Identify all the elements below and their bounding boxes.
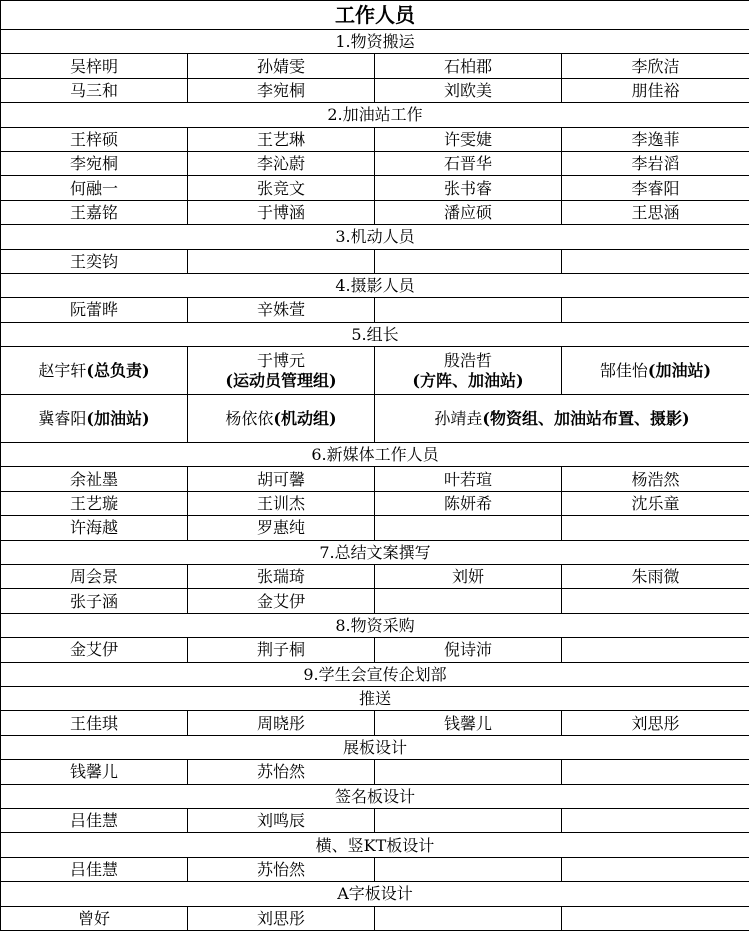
name-cell[interactable]: 吴梓明 (1, 54, 188, 78)
name-cell[interactable]: 荆子桐 (188, 638, 375, 662)
name-cell[interactable]: 于博涵 (188, 200, 375, 224)
empty-cell[interactable] (375, 906, 562, 930)
table-row (1, 516, 749, 540)
table-row (1, 151, 749, 175)
name-cell[interactable]: 刘思彤 (188, 906, 375, 930)
name-cell[interactable]: 张子涵 (1, 589, 188, 613)
subsection-header-a-board[interactable]: A字板设计 (1, 882, 749, 906)
leader-role: (方阵、加油站) (412, 370, 524, 390)
name-cell[interactable]: 王艺琳 (188, 127, 375, 151)
empty-cell[interactable] (375, 516, 562, 540)
table-row (1, 347, 749, 395)
empty-cell[interactable] (375, 808, 562, 832)
table-row (1, 589, 749, 613)
sheet-title[interactable]: 工作人员 (1, 1, 749, 30)
name-cell[interactable]: 李欣洁 (562, 54, 749, 78)
name-cell[interactable]: 李逸菲 (562, 127, 749, 151)
name-cell[interactable]: 王佳琪 (1, 711, 188, 735)
subsection-header-kt-board[interactable]: 横、竖KT板设计 (1, 833, 749, 857)
name-cell[interactable]: 张书睿 (375, 176, 562, 200)
name-cell[interactable]: 罗惠纯 (188, 516, 375, 540)
subsection-header-sign-board[interactable]: 签名板设计 (1, 784, 749, 808)
name-cell[interactable]: 石柏郡 (375, 54, 562, 78)
leader-name: 孙靖垚 (434, 409, 483, 429)
leader-name: 于博元 (256, 350, 305, 370)
empty-cell[interactable] (562, 760, 749, 784)
leader-role: (运动员管理组) (225, 370, 337, 390)
empty-cell[interactable] (375, 857, 562, 881)
name-cell[interactable]: 许海越 (1, 516, 188, 540)
name-cell[interactable]: 王艺璇 (1, 491, 188, 515)
empty-cell[interactable] (562, 638, 749, 662)
section-header-summary-writing[interactable]: 7.总结文案撰写 (1, 540, 749, 564)
table-row (1, 906, 749, 930)
name-cell[interactable]: 马三和 (1, 78, 188, 102)
leader-cell[interactable] (375, 395, 749, 443)
empty-cell[interactable] (562, 808, 749, 832)
name-cell[interactable]: 王嘉铭 (1, 200, 188, 224)
section-header-material-handling[interactable]: 1.物资搬运 (1, 30, 749, 54)
name-cell[interactable]: 曾好 (1, 906, 188, 930)
name-cell[interactable]: 何融一 (1, 176, 188, 200)
table-row (1, 467, 749, 491)
name-cell[interactable]: 钱馨儿 (1, 760, 188, 784)
empty-cell[interactable] (562, 516, 749, 540)
section-header-new-media[interactable]: 6.新媒体工作人员 (1, 443, 749, 467)
name-cell[interactable]: 李宛桐 (188, 78, 375, 102)
name-cell[interactable]: 叶若瑄 (375, 467, 562, 491)
name-cell[interactable]: 王梓硕 (1, 127, 188, 151)
name-cell[interactable]: 朱雨微 (562, 565, 749, 589)
leader-name: 郜佳怡 (599, 361, 648, 381)
table-row (1, 298, 749, 322)
leader-name: 冀睿阳 (38, 409, 87, 429)
table-row (1, 491, 749, 515)
name-cell[interactable]: 刘欧美 (375, 78, 562, 102)
name-cell[interactable]: 王训杰 (188, 491, 375, 515)
table-row (1, 249, 749, 273)
name-cell[interactable]: 王思涵 (562, 200, 749, 224)
name-cell[interactable]: 辛姝萱 (188, 298, 375, 322)
name-cell[interactable]: 苏怡然 (188, 857, 375, 881)
name-cell[interactable]: 倪诗沛 (375, 638, 562, 662)
leader-name: 殷浩哲 (443, 350, 492, 370)
name-cell[interactable]: 吕佳慧 (1, 857, 188, 881)
empty-cell[interactable] (562, 249, 749, 273)
section-header-procurement[interactable]: 8.物资采购 (1, 613, 749, 637)
name-cell[interactable]: 沈乐童 (562, 491, 749, 515)
name-cell[interactable]: 王奕钧 (1, 249, 188, 273)
name-cell[interactable]: 陈妍希 (375, 491, 562, 515)
leader-cell[interactable] (375, 347, 562, 395)
empty-cell[interactable] (188, 249, 375, 273)
table-row (1, 176, 749, 200)
table-row (1, 54, 749, 78)
section-header-photography[interactable]: 4.摄影人员 (1, 273, 749, 297)
empty-cell[interactable] (562, 589, 749, 613)
name-cell[interactable]: 钱馨儿 (375, 711, 562, 735)
section-header-publicity-dept[interactable]: 9.学生会宣传企划部 (1, 662, 749, 686)
name-cell[interactable]: 李宛桐 (1, 151, 188, 175)
table-row (1, 638, 749, 662)
name-cell[interactable]: 朋佳裕 (562, 78, 749, 102)
table-row (1, 565, 749, 589)
leader-role: (总负责) (86, 361, 150, 381)
subsection-header-push[interactable]: 推送 (1, 686, 749, 710)
leader-role: (加油站) (647, 361, 712, 381)
table-row (1, 711, 749, 735)
leader-role: (物资组、加油站布置、摄影) (482, 409, 690, 429)
leader-cell[interactable] (562, 347, 749, 395)
leader-role: (加油站) (86, 409, 150, 429)
name-cell[interactable]: 阮蕾晔 (1, 298, 188, 322)
table-row (1, 395, 749, 443)
name-cell[interactable]: 张竞文 (188, 176, 375, 200)
name-cell[interactable]: 苏怡然 (188, 760, 375, 784)
name-cell[interactable]: 刘思彤 (562, 711, 749, 735)
empty-cell[interactable] (375, 249, 562, 273)
table-row (1, 78, 749, 102)
name-cell[interactable]: 周晓彤 (188, 711, 375, 735)
name-cell[interactable]: 余祉墨 (1, 467, 188, 491)
table-row (1, 200, 749, 224)
empty-cell[interactable] (375, 298, 562, 322)
name-cell[interactable]: 周会景 (1, 565, 188, 589)
leader-cell[interactable] (188, 395, 375, 443)
name-cell[interactable]: 潘应硕 (375, 200, 562, 224)
table-row (1, 808, 749, 832)
name-cell[interactable]: 张瑞琦 (188, 565, 375, 589)
empty-cell[interactable] (562, 298, 749, 322)
name-cell[interactable]: 孙婧雯 (188, 54, 375, 78)
leader-cell[interactable] (1, 395, 188, 443)
section-header-standby-staff[interactable]: 3.机动人员 (1, 225, 749, 249)
leader-name: 杨依依 (225, 409, 274, 429)
name-cell[interactable]: 李睿阳 (562, 176, 749, 200)
section-header-cheering-station[interactable]: 2.加油站工作 (1, 103, 749, 127)
leader-name: 赵宇轩 (38, 361, 87, 381)
empty-cell[interactable] (562, 906, 749, 930)
leader-cell[interactable] (188, 347, 375, 395)
empty-cell[interactable] (375, 589, 562, 613)
name-cell[interactable]: 金艾伊 (1, 638, 188, 662)
name-cell[interactable]: 李沁蔚 (188, 151, 375, 175)
name-cell[interactable]: 李岩滔 (562, 151, 749, 175)
table-row (1, 127, 749, 151)
table-row (1, 760, 749, 784)
subsection-header-board-design[interactable]: 展板设计 (1, 735, 749, 759)
table-row (1, 857, 749, 881)
section-header-team-leaders[interactable]: 5.组长 (1, 322, 749, 346)
name-cell[interactable]: 胡可馨 (188, 467, 375, 491)
leader-role: (机动组) (273, 409, 337, 429)
empty-cell[interactable] (562, 857, 749, 881)
name-cell[interactable]: 石晋华 (375, 151, 562, 175)
name-cell[interactable]: 杨浩然 (562, 467, 749, 491)
empty-cell[interactable] (375, 760, 562, 784)
name-cell[interactable]: 刘妍 (375, 565, 562, 589)
name-cell[interactable]: 刘鸣辰 (188, 808, 375, 832)
name-cell[interactable]: 许雯婕 (375, 127, 562, 151)
name-cell[interactable]: 吕佳慧 (1, 808, 188, 832)
name-cell[interactable]: 金艾伊 (188, 589, 375, 613)
leader-cell[interactable] (1, 347, 188, 395)
